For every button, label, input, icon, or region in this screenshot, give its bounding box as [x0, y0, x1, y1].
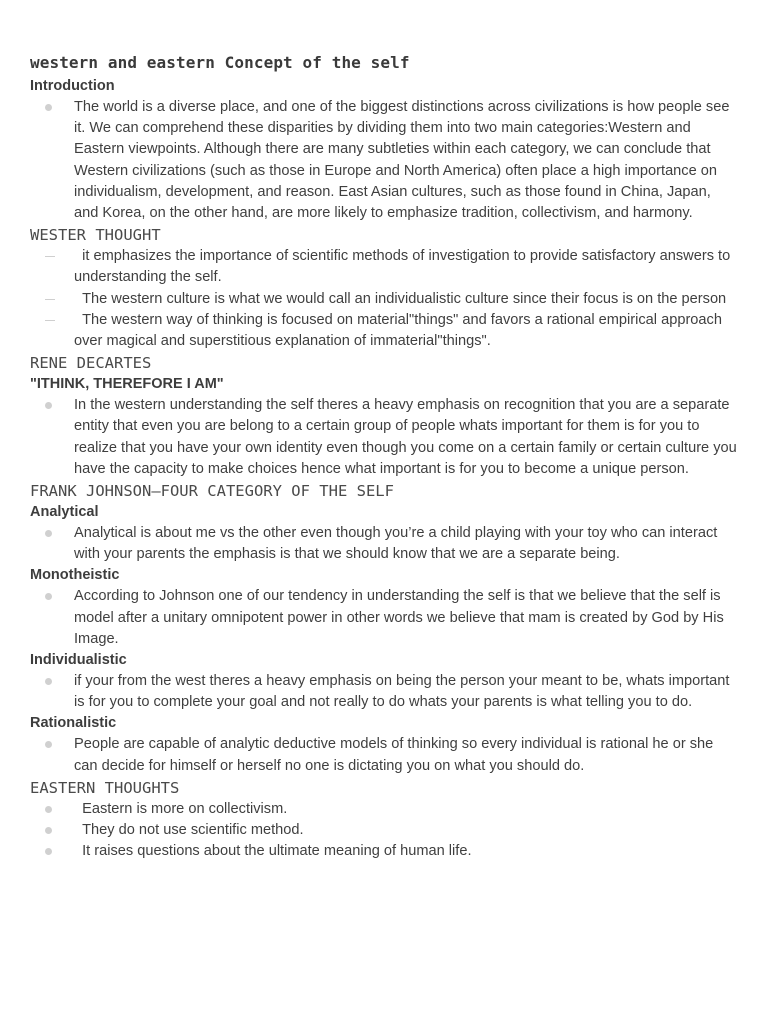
rene-list [30, 395, 738, 480]
rene-quote: "ITHINK, THEREFORE I AM" [30, 376, 224, 393]
western-thought-list [30, 246, 738, 352]
eastern-thoughts-list [30, 799, 738, 863]
category-list-rationalistic [30, 734, 738, 776]
frank-johnson-heading: FRANK JOHNSON—FOUR CATEGORY OF THE SELF [30, 482, 394, 501]
western-thought-heading: WESTER THOUGHT [30, 226, 161, 245]
western-thought-item [30, 289, 738, 310]
rene-decartes-heading: RENE DECARTES [30, 354, 152, 373]
category-list-individualistic [30, 671, 738, 713]
introduction-label: Introduction [30, 78, 115, 94]
category-list-analytical [30, 523, 738, 565]
category-label-analytical: Analytical [30, 504, 99, 521]
eastern-thought-item [30, 799, 738, 820]
western-thought-item-text: it emphasizes the importance of scientific methods of investigation to provide satisfactory answers to understanding the self. [74, 248, 731, 286]
eastern-thought-item [30, 820, 738, 841]
category-item-analytical: Analytical is about me vs the other even though you’re a child playing with your toy who can interact with your parents the emphasis is that we should know that we are a separate being. [30, 523, 738, 565]
western-thought-item [30, 310, 738, 352]
category-item-rationalistic: People are capable of analytic deductive models of thinking so every individual is rational he or she can decide for himself or herself no one is dictating you on what you should do. [30, 734, 738, 776]
western-thought-item-text: The western way of thinking is focused on material"things" and favors a rational empirical approach over magical and superstitious explanation of immaterial"things". [74, 311, 722, 350]
eastern-thoughts-heading: EASTERN THOUGHTS [30, 778, 180, 797]
eastern-thought-item-text: They do not use scientific method. [82, 822, 304, 839]
eastern-thought-item-text: Eastern is more on collectivism. [82, 800, 288, 817]
category-list-monotheistic [30, 586, 738, 650]
category-label-rationalistic: Rationalistic [30, 715, 117, 732]
eastern-thought-item-text: It raises questions about the ultimate meaning of human life. [82, 843, 472, 860]
eastern-thought-item [30, 841, 738, 862]
western-thought-item [30, 246, 738, 288]
category-item-individualistic: if your from the west theres a heavy emphasis on being the person your meant to be, whats important is for you to complete your goal and not really to do whats your parents is what telling you to do. [30, 671, 738, 713]
introduction-item: The world is a diverse place, and one of the biggest distinctions across civilizations is how people see it. We can comprehend these disparities by dividing them into two main categories:Western and Eastern viewpoints. Although there are many subtleties within each category, we can conclude that Western civilizations (such as those in Europe and North America) often place a high importance on individualism, development, and reason. East Asian cultures, such as those found in China, Japan, and Korea, on the other hand, are more likely to emphasize tradition, collectivism, and harmony. [30, 97, 738, 224]
category-label-monotheistic: Monotheistic [30, 567, 120, 584]
document-title: western and eastern Concept of the self [30, 53, 410, 72]
rene-item: In the western understanding the self theres a heavy emphasis on recognition that you are a separate entity that even you are belong to a certain group of people whats important for them is for you to realize that you have your own identity even though you come on a certain family or certain culture you have the capacity to make choices hence what important is for you to become a unique person. [30, 395, 738, 480]
category-item-monotheistic: According to Johnson one of our tendency in understanding the self is that we believe that the self is model after a unitary omnipotent power in other words we believe that mam is created by God by His Image. [30, 586, 738, 650]
category-label-individualistic: Individualistic [30, 652, 127, 669]
western-thought-item-text: The western culture is what we would call an individualistic culture since their focus is on the person [82, 290, 727, 307]
introduction-list [30, 97, 738, 224]
